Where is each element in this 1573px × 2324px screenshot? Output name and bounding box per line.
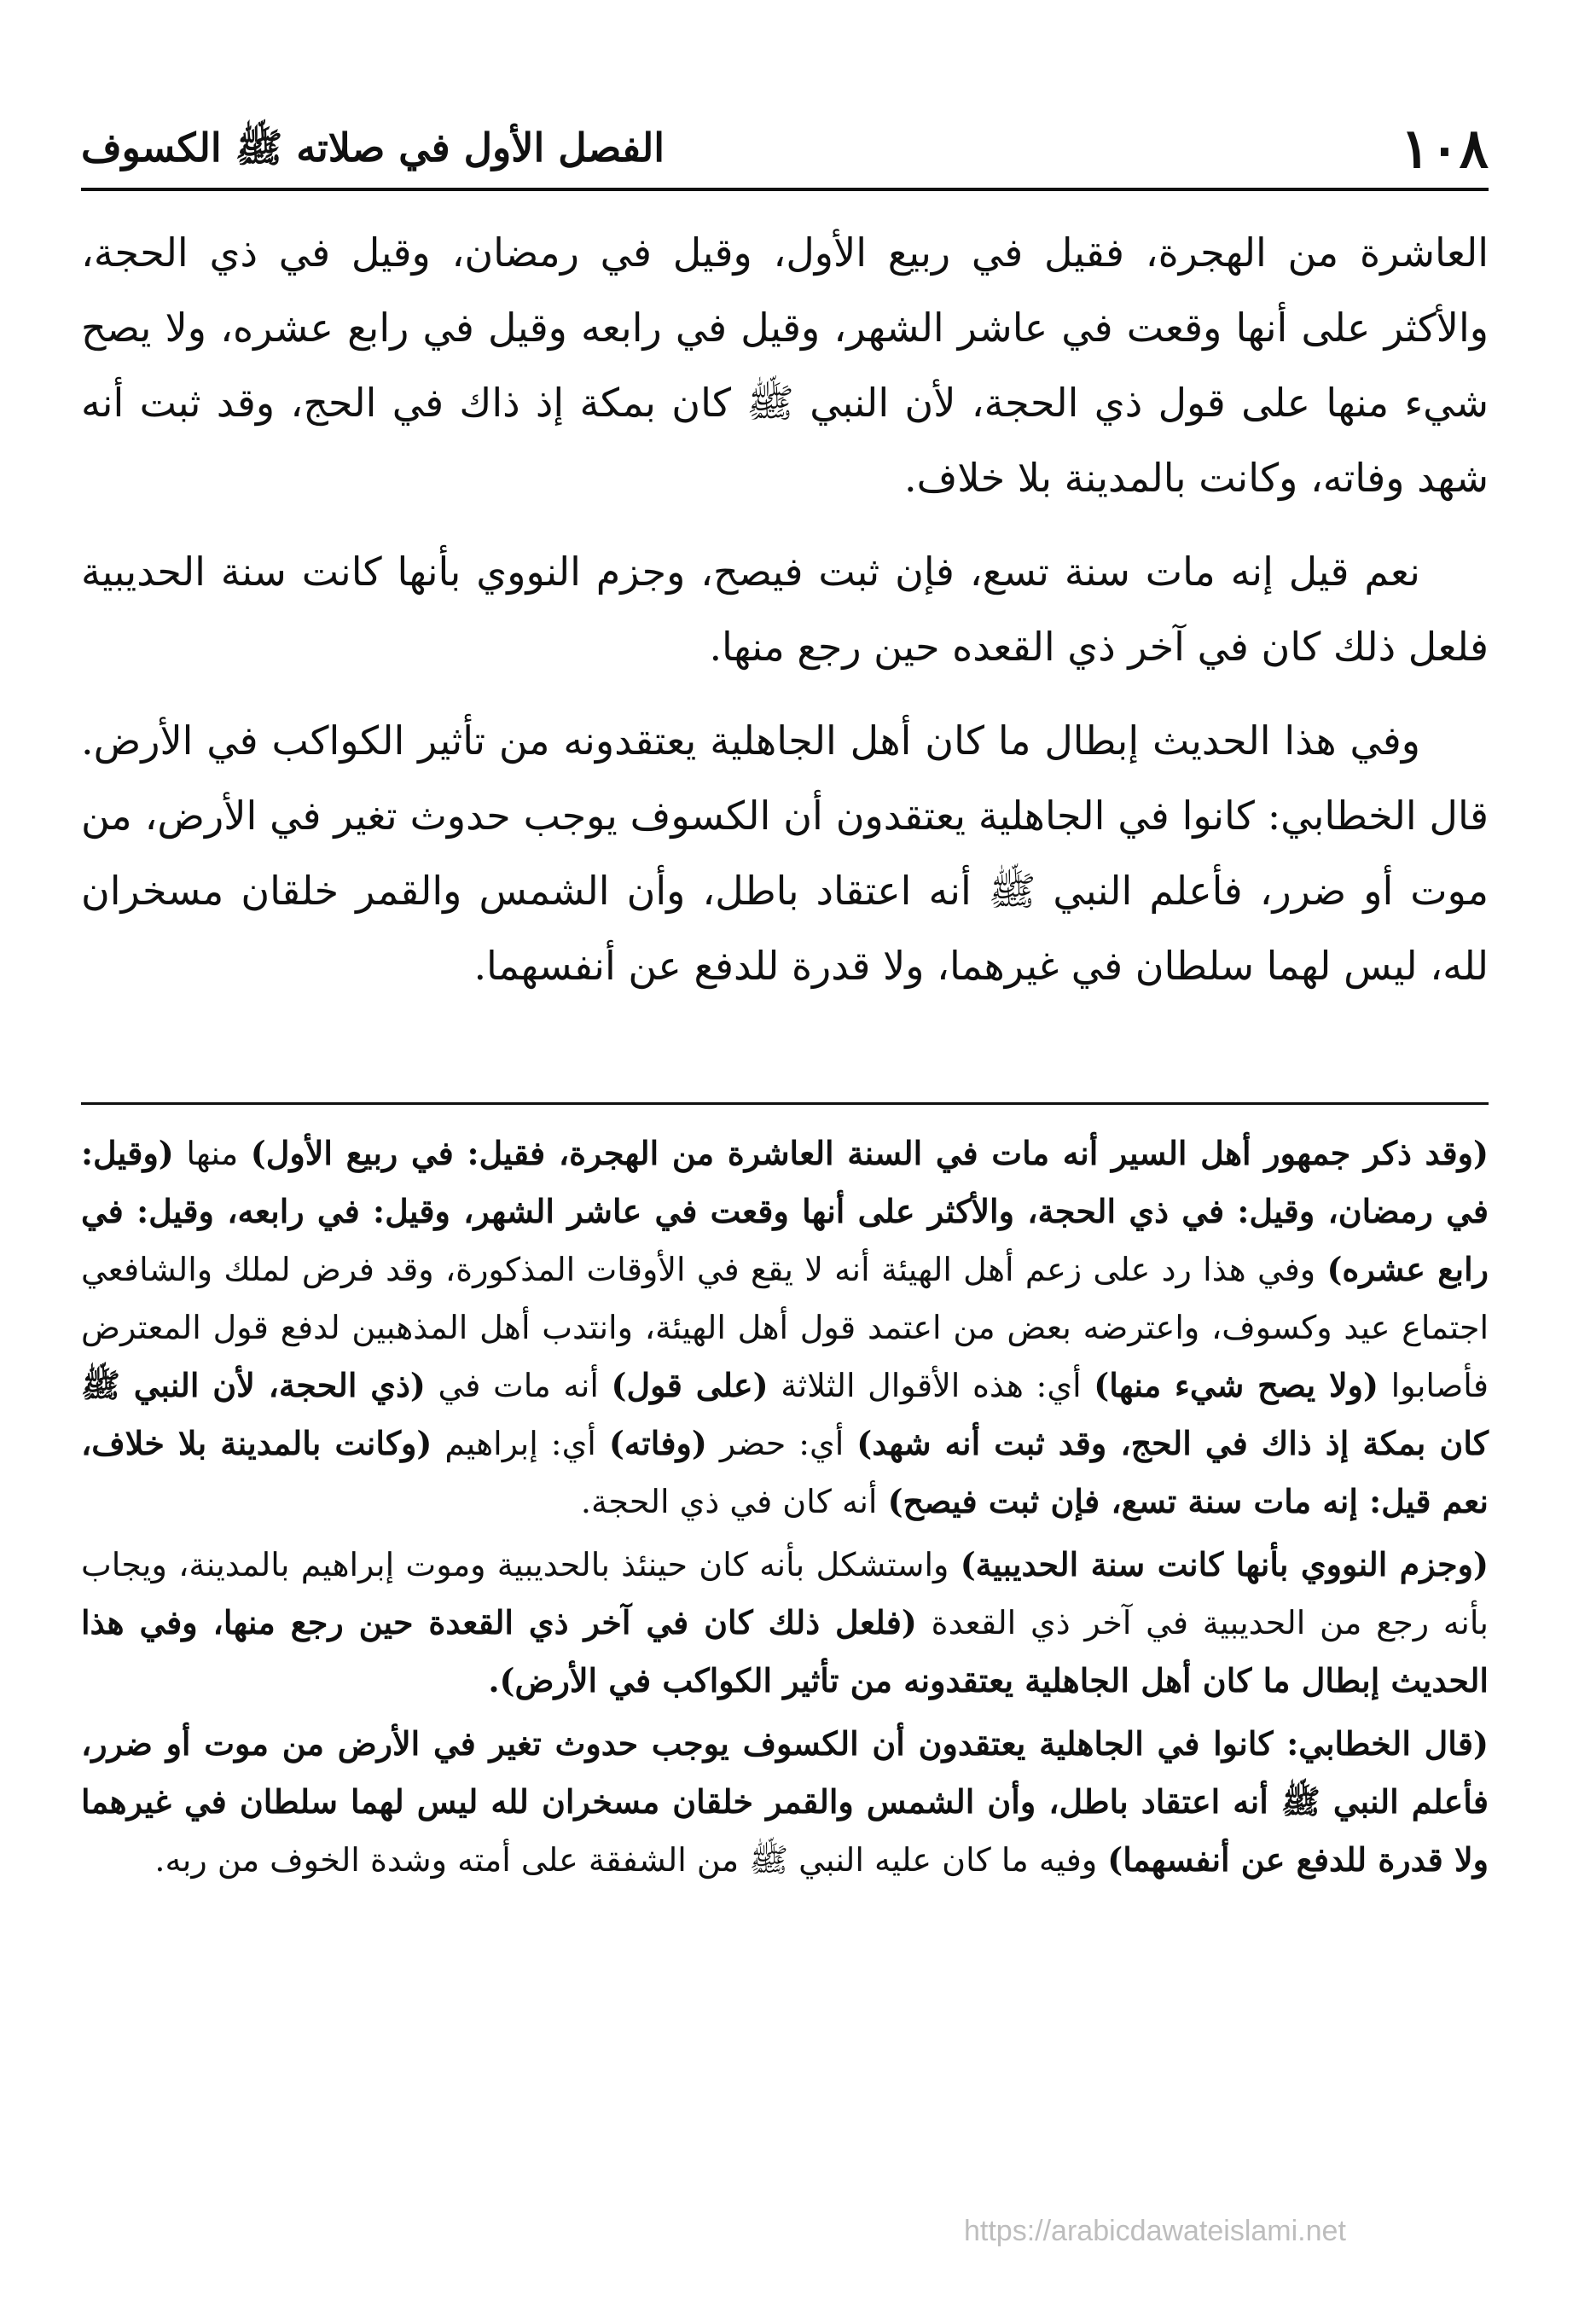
commentary-text: منها [173, 1135, 251, 1172]
quoted-text: (وجزم النووي بأنها كانت سنة الحديبية) [960, 1545, 1489, 1583]
commentary-text: أي: إبراهيم [432, 1425, 609, 1462]
commentary-text: أي: هذه الأقوال الثلاثة [768, 1367, 1094, 1404]
commentary-text: واستشكل بأنه كان حينئذ بالحديبية وموت إبراهيم بالمدينة، ويجاب بأنه رجع من الحديبية في آخر ذي القعدة [81, 1546, 1489, 1641]
quoted-text: (فلعل ذلك كان في آخر ذي القعدة حين رجع منها، وفي هذا الحديث إبطال ما كان أهل الجاهلية يعتقدونه من تأثير الكواكب في الأرض). [81, 1603, 1489, 1699]
quoted-text: (وقيل: في رمضان، وقيل: في ذي الحجة، والأكثر على أنها وقعت في عاشر الشهر، وقيل: في رابعه، وقيل: في رابع عشره) [81, 1134, 1489, 1288]
commentary-text: أي: حضر [706, 1425, 857, 1462]
page-number: ١٠٨ [1400, 117, 1489, 181]
quoted-text: (قال الخطابي: كانوا في الجاهلية يعتقدون أن الكسوف يوجب حدوث تغير في الأرض من موت أو ضرر، فأعلم النبي ﷺ أنه اعتقاد باطل، وأن الشمس والقمر خلقان مسخران لله ليس لهما سلطان في غيرهما ولا قدرة للدفع عن أنفسهما) [81, 1724, 1489, 1879]
header-rule [81, 188, 1489, 191]
commentary-text: أنه مات في [425, 1367, 612, 1404]
footnote-paragraph [81, 1536, 1489, 1710]
main-paragraph: العاشرة من الهجرة، فقيل في ربيع الأول، وقيل في رمضان، وقيل في ذي الحجة، والأكثر على أنها وقعت في عاشر الشهر، وقيل في رابعه وقيل في رابع عشره، ولا يصح شيء منها على قول ذي الحجة، لأن النبي ﷺ كان بمكة إذ ذاك في الحج، وقد ثبت أنه شهد وفاته، وكانت بالمدينة بلا خلاف. [81, 229, 1489, 501]
quoted-text: (على قول) [611, 1366, 769, 1404]
footnote-rule [81, 1102, 1489, 1105]
watermark: https://arabicdawateislami.net [964, 2215, 1346, 2247]
main-paragraph: نعم قيل إنه مات سنة تسع، فإن ثبت فيصح، وجزم النووي بأنها كانت سنة الحديبية فلعل ذلك كان في آخر ذي القعده حين رجع منها. [81, 549, 1489, 670]
footnote-paragraph [81, 1715, 1489, 1889]
commentary-footnote [81, 1124, 1489, 1894]
running-title: الفصل الأول في صلاته ﷺ الكسوف [81, 125, 665, 171]
footnote-paragraph [81, 1124, 1489, 1531]
quoted-text: (وكانت بالمدينة بلا خلاف، نعم قيل: إنه مات سنة تسع، فإن ثبت فيصح) [81, 1424, 1489, 1520]
page-header [81, 102, 1489, 181]
quoted-text: (ذي الحجة، لأن النبي ﷺ كان بمكة إذ ذاك في الحج، وقد ثبت أنه شهد) [81, 1366, 1489, 1462]
commentary-text: وفي هذا رد على زعم أهل الهيئة أنه لا يقع في الأوقات المذكورة، وقد فرض لملك والشافعي اجتماع عيد وكسوف، واعترضه بعض من اعتمد قول أهل الهيئة، وانتدب أهل المذهبين لدفع قول المعترض فأصابوا [81, 1251, 1489, 1404]
quoted-text: (وقد ذكر جمهور أهل السير أنه مات في السنة العاشرة من الهجرة، فقيل: في ربيع الأول) [250, 1134, 1489, 1172]
quoted-text: (ولا يصح شيء منها) [1094, 1366, 1379, 1404]
main-text [81, 215, 1489, 1022]
quoted-text: (وفاته) [608, 1424, 707, 1462]
commentary-text: وفيه ما كان عليه النبي ﷺ من الشفقة على أمته وشدة الخوف من ربه. [154, 1841, 1108, 1879]
main-paragraph: وفي هذا الحديث إبطال ما كان أهل الجاهلية يعتقدونه من تأثير الكواكب في الأرض. قال الخطابي: كانوا في الجاهلية يعتقدون أن الكسوف يوجب حدوث تغير في الأرض، من موت أو ضرر، فأعلم النبي ﷺ أنه اعتقاد باطل، وأن الشمس والقمر خلقان مسخران لله، ليس لهما سلطان في غيرهما، ولا قدرة للدفع عن أنفسهما. [81, 718, 1489, 989]
commentary-text: أنه كان في ذي الحجة. [580, 1483, 888, 1520]
